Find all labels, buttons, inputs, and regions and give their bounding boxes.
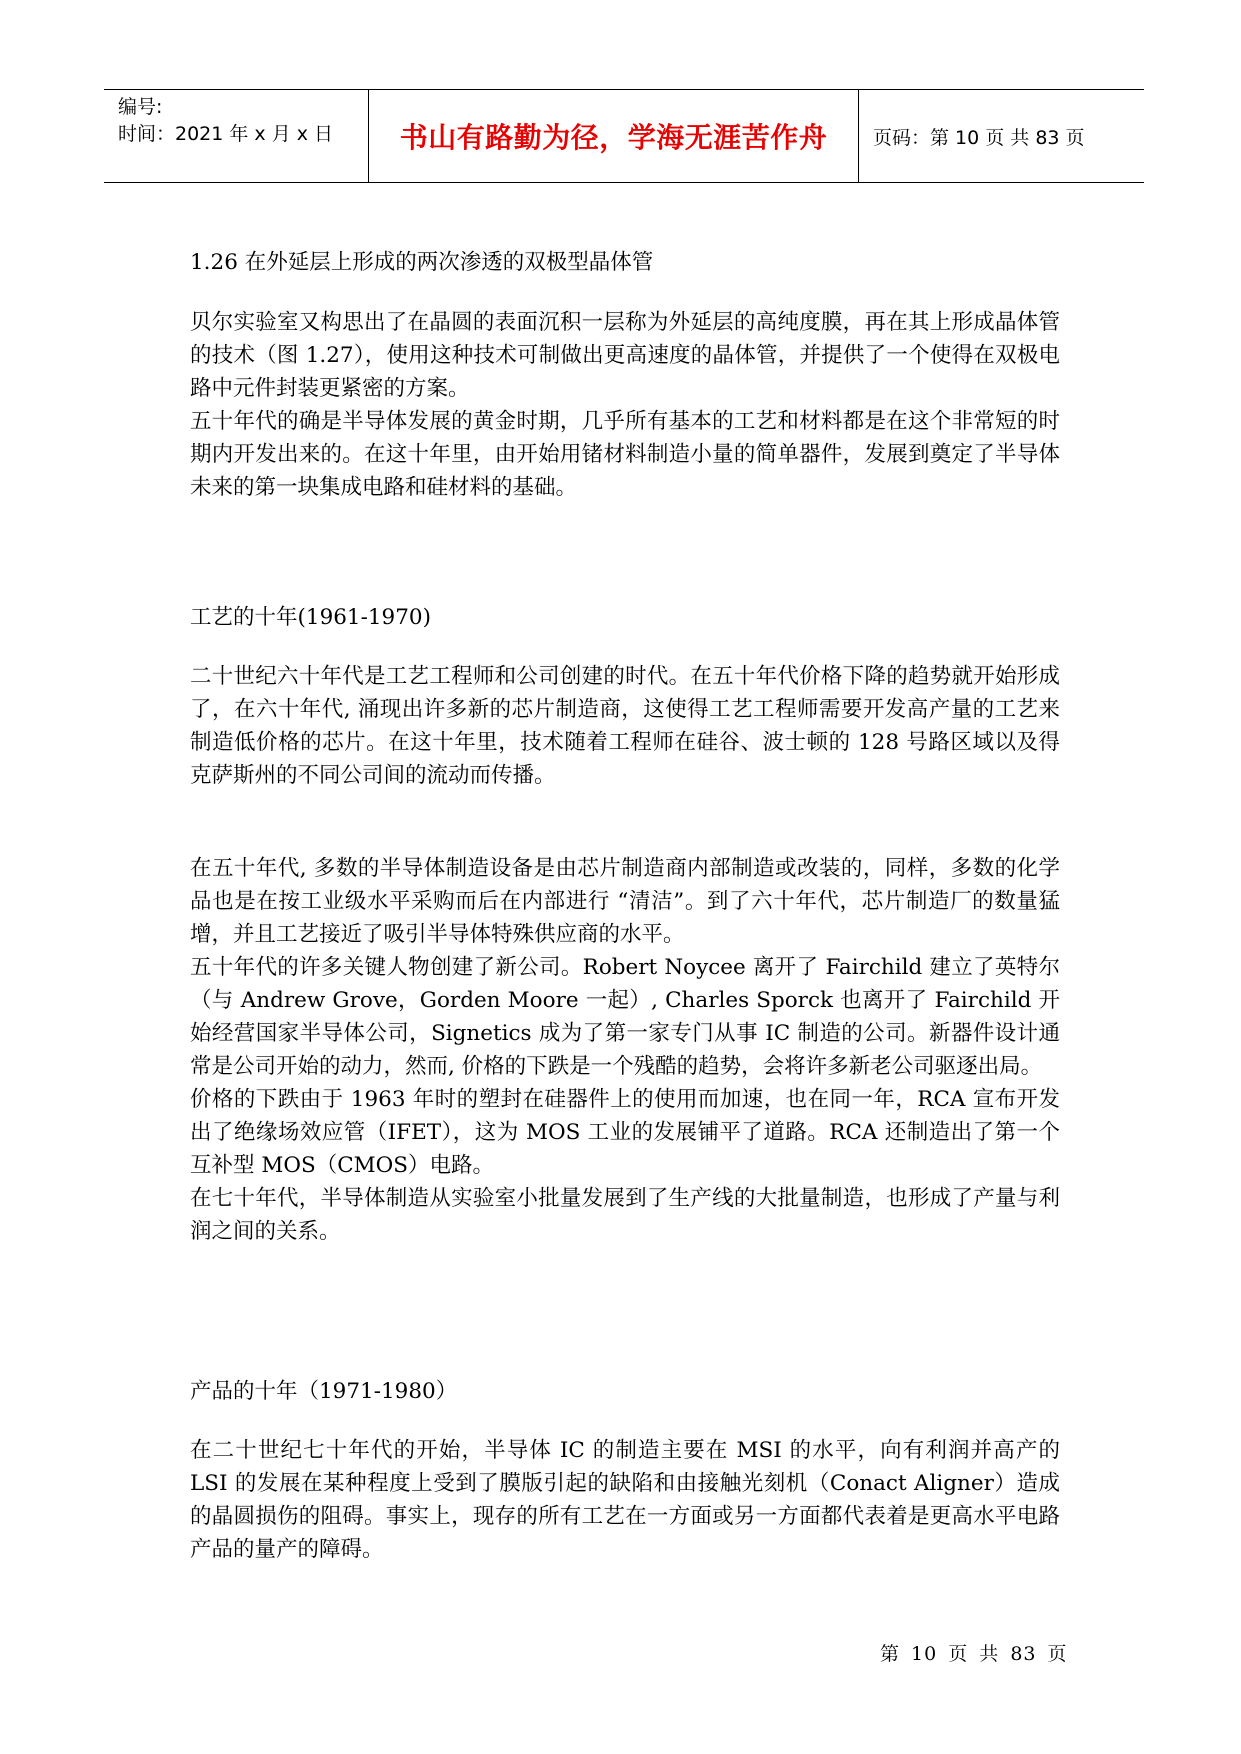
section-title <box>190 601 1060 634</box>
paragraph: 在七十年代，半导体制造从实验室小批量发展到了生产线的大批量制造，也形成了产量与利润之间的关系。 <box>190 1186 1060 1244</box>
paragraph: 在五十年代, 多数的半导体制造设备是由芯片制造商内部制造或改装的，同样，多数的化学品也是在按工业级水平采购而后在内部进行 “清洁”。到了六十年代，芯片制造厂的数量猛增，并且工艺接近了吸引半导体特殊供应商的水平。 <box>190 856 1060 947</box>
heading-process-decade: 工艺的十年(1961-1970) <box>190 605 431 630</box>
section-body <box>190 1434 1060 1566</box>
document-time: 时间：2021 年 x 月 x 日 <box>118 123 334 145</box>
header-meta <box>104 90 369 182</box>
paragraph: 二十世纪六十年代是工艺工程师和公司创建的时代。在五十年代价格下降的趋势就开始形成了，在六十年代, 涌现出许多新的芯片制造商，这使得工艺工程师需要开发高产量的工艺来制造低价格的芯片。在这十年里，技术随着工程师在硅谷、波士顿的 128 号路区域以及得克萨斯州的不同公司间的流动而传播。 <box>190 664 1060 788</box>
paragraph: 五十年代的确是半导体发展的黄金时期，几乎所有基本的工艺和材料都是在这个非常短的时期内开发出来的。在这十年里，由开始用锗材料制造小量的简单器件，发展到奠定了半导体未来的第一块集成电路和硅材料的基础。 <box>190 409 1060 500</box>
header-page-info: 页码：第 10 页 共 83 页 <box>873 126 1085 149</box>
paragraph: 五十年代的许多关键人物创建了新公司。Robert Noycee 离开了 Fairchild 建立了英特尔（与 Andrew Grove，Gorden Moore 一起）, Charles Sporck 也离开了 Fairchild 开始经营国家半导体公司，Signetics 成为了第一家专门从事 IC 制造的公司。新器件设计通常是公司开始的动力，然而, 价格的下跌是一个残酷的趋势，会将许多新老公司驱逐出局。 <box>190 955 1060 1079</box>
header-motto: 书山有路勤为径，学海无涯苦作舟 <box>369 90 859 182</box>
section-title <box>190 1375 1060 1408</box>
section-body <box>190 660 1060 792</box>
section-body <box>190 852 1060 1248</box>
heading-1-26: 1.26 在外延层上形成的两次渗透的双极型晶体管 <box>190 250 654 275</box>
paragraph: 价格的下跌由于 1963 年时的塑封在硅器件上的使用而加速，也在同一年，RCA 宣布开发出了绝缘场效应管（IFET），这为 MOS 工业的发展铺平了道路。RCA 还制造出了第一个互补型 MOS（CMOS）电路。 <box>190 1087 1060 1178</box>
page-footer: 第 10 页 共 83 页 <box>880 1643 1068 1665</box>
page-header <box>104 89 1144 183</box>
document-number-label: 编号: <box>118 96 163 118</box>
paragraph: 在二十世纪七十年代的开始，半导体 IC 的制造主要在 MSI 的水平，向有利润并高产的 LSI 的发展在某种程度上受到了膜版引起的缺陷和由接触光刻机（Conact Aligner）造成的晶圆损伤的阻碍。事实上，现存的所有工艺在一方面或另一方面都代表着是更高水平电路产品的量产的障碍。 <box>190 1438 1060 1562</box>
section-title <box>190 246 1060 279</box>
paragraph: 贝尔实验室又构思出了在晶圆的表面沉积一层称为外延层的高纯度膜，再在其上形成晶体管的技术（图 1.27），使用这种技术可制做出更高速度的晶体管，并提供了一个使得在双极电路中元件封装更紧密的方案。 <box>190 310 1060 401</box>
heading-product-decade: 产品的十年（1971-1980） <box>190 1379 458 1404</box>
section-body <box>190 306 1060 504</box>
